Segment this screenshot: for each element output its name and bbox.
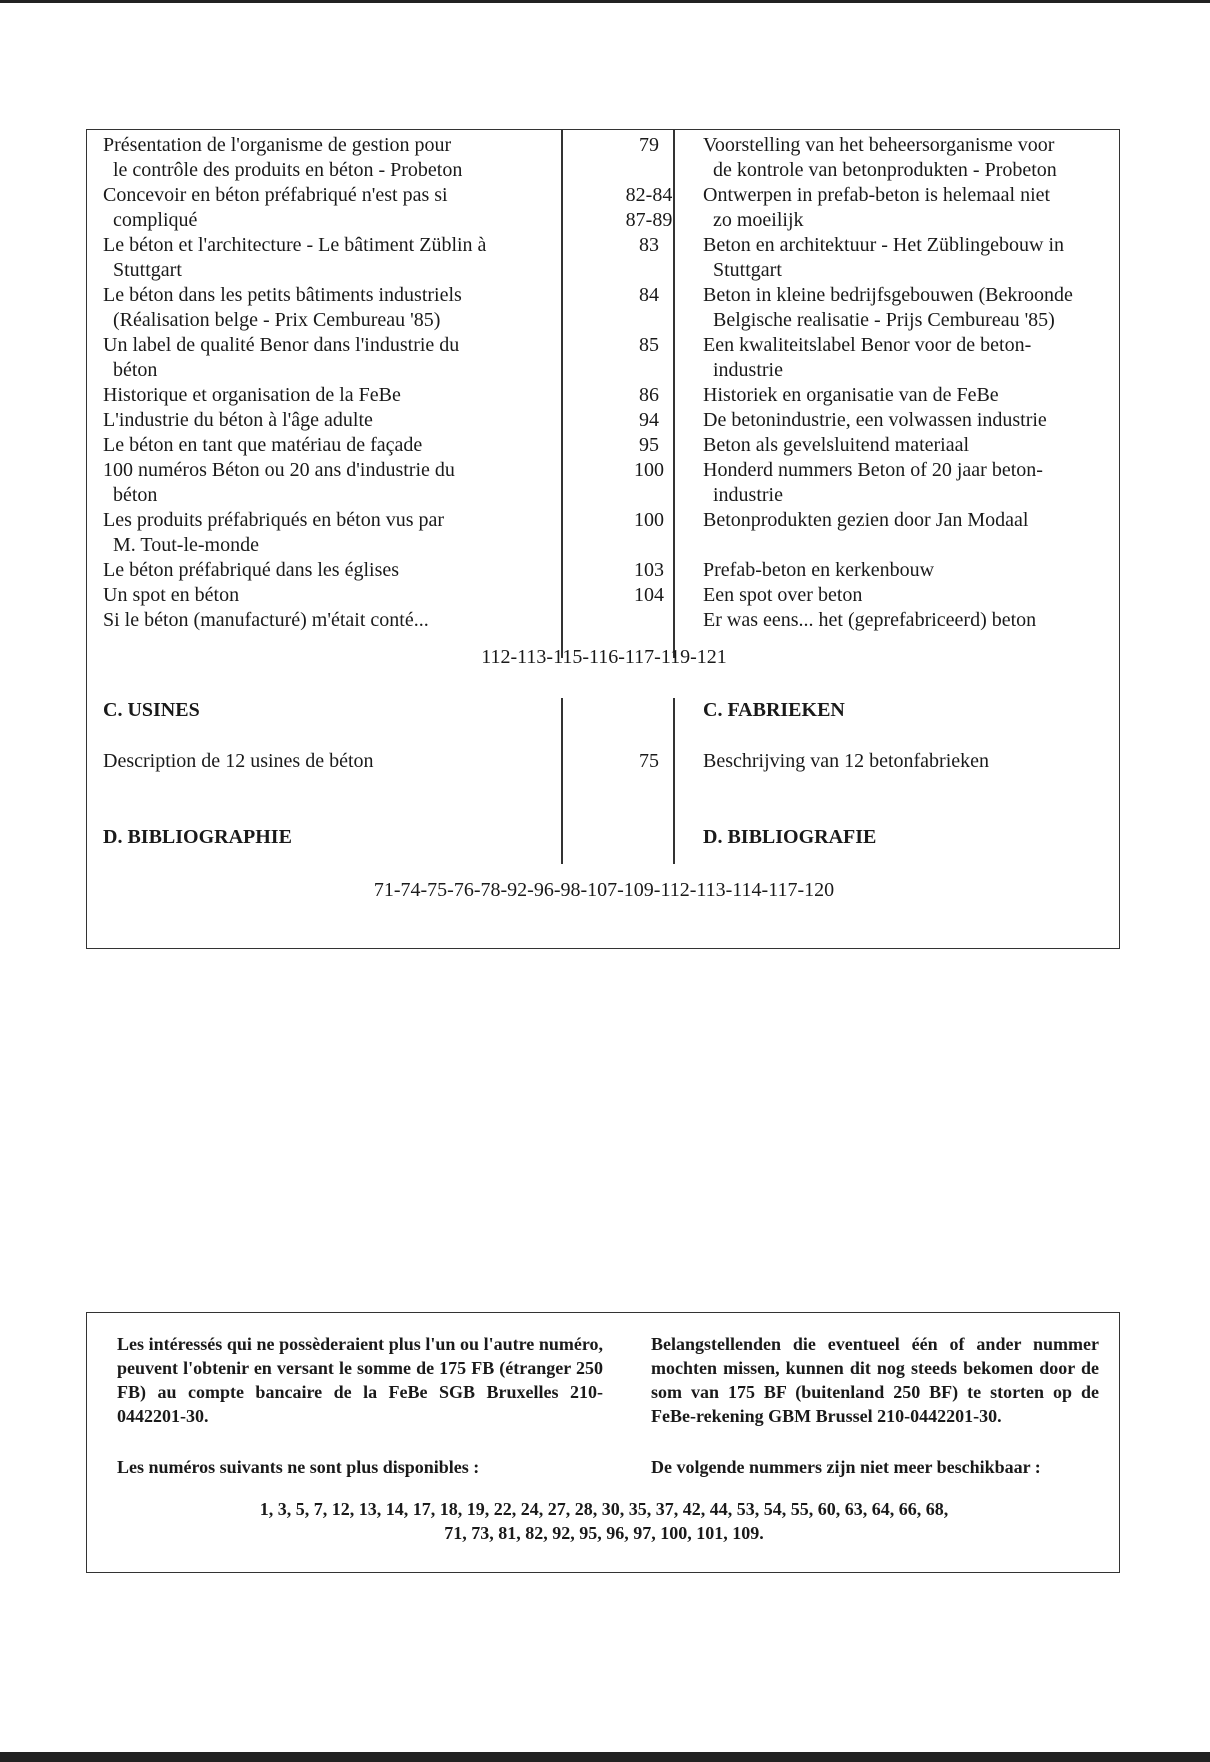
index-entry-nl <box>703 458 1113 508</box>
section-c-heading-fr: C. USINES <box>103 699 200 721</box>
index-entry-fr-line: 100 numéros Béton ou 20 ans d'industrie du <box>103 459 455 481</box>
index-entry-fr-line: Les produits préfabriqués en béton vus par <box>103 509 445 531</box>
index-entry-fr <box>103 433 495 458</box>
page-bottom-edge <box>0 1752 1210 1762</box>
unavailable-issue-numbers <box>87 1497 1121 1545</box>
notice-fr-text: Les intéressés qui ne possèderaient plus l'un ou l'autre numéro, peuvent l'obtenir en versant le somme de 175 FB (étranger 250 FB) au compte bancaire de la FeBe SGB Bruxelles 210-0442201-30. <box>117 1334 603 1426</box>
index-entry-fr <box>103 183 495 233</box>
section-c-heading-nl: C. FABRIEKEN <box>703 699 845 721</box>
index-entry-nl-line: De betonindustrie, een volwassen industrie <box>703 409 1047 431</box>
index-entry-nl-line: de kontrole van betonprodukten - Probeton <box>713 159 1057 181</box>
index-entry-nl-line: Stuttgart <box>713 259 782 281</box>
index-entry-nl-line: Beton als gevelsluitend materiaal <box>703 434 970 456</box>
index-entry-page-line: 103 <box>634 559 664 581</box>
index-entry-fr-line: M. Tout-le-monde <box>113 534 259 556</box>
index-entry-nl <box>703 558 1113 583</box>
notice-fr-unavailable-title: Les numéros suivants ne sont plus disponibles : <box>117 1457 480 1477</box>
index-entry-fr-line: compliqué <box>113 209 198 231</box>
index-entry-fr <box>103 508 495 558</box>
index-entry-page-line: 82-84 <box>625 184 673 206</box>
index-entry-page-line: 95 <box>639 434 659 456</box>
index-entry-nl-line: Prefab-beton en kerkenbouw <box>703 559 935 581</box>
column-divider-left <box>561 130 563 658</box>
index-entry-page <box>599 133 699 158</box>
index-entry-page <box>599 558 699 583</box>
index-entry-nl-line: industrie <box>713 359 783 381</box>
index-entry-page-line: 87-89 <box>625 209 673 231</box>
index-entry-nl-line: Honderd nummers Beton of 20 jaar beton- <box>703 459 1043 481</box>
index-entry-fr-line: L'industrie du béton à l'âge adulte <box>103 409 373 431</box>
column-divider-left <box>561 698 563 864</box>
index-entry-page <box>599 383 699 408</box>
index-entry-nl-line: industrie <box>713 484 783 506</box>
index-entry-nl-line: Een kwaliteitslabel Benor voor de beton- <box>703 334 1032 356</box>
index-entry-fr <box>103 383 495 408</box>
index-entry-fr-line: Historique et organisation de la FeBe <box>103 384 401 406</box>
index-entry-nl <box>703 283 1113 333</box>
index-entry-page <box>599 183 699 233</box>
unavailable-numbers-line-2: 71, 73, 81, 82, 92, 95, 96, 97, 100, 101, 109. <box>444 1523 764 1543</box>
index-entry-page-line: 104 <box>634 584 664 606</box>
index-entry-page-line: 84 <box>639 284 659 306</box>
notice-nl-unavailable-title: De volgende nummers zijn niet meer beschikbaar : <box>651 1457 1041 1477</box>
index-entry-nl-line: Historiek en organisatie van de FeBe <box>703 384 999 406</box>
index-entry-fr-line: Un label de qualité Benor dans l'industrie du <box>103 334 460 356</box>
index-entry-fr <box>103 583 495 608</box>
column-divider-right <box>673 698 675 864</box>
index-entry-fr-line: (Réalisation belge - Prix Cembureau '85) <box>113 309 441 331</box>
index-entry-fr <box>103 458 495 508</box>
index-entry-page <box>599 433 699 458</box>
index-entry-nl <box>703 583 1113 608</box>
index-entry-page <box>599 408 699 433</box>
index-entry-nl-line: Beton en architektuur - Het Züblingebouw in <box>703 234 1065 256</box>
section-d-heading-fr: D. BIBLIOGRAPHIE <box>103 826 292 848</box>
index-entry-fr-line: béton <box>113 484 158 506</box>
index-entry-fr <box>103 133 495 183</box>
index-entry-fr-line: le contrôle des produits en béton - Probeton <box>113 159 463 181</box>
index-entry-page-line: 100 <box>634 509 664 531</box>
index-entry-page <box>599 233 699 258</box>
index-entry-fr-line: Présentation de l'organisme de gestion pour <box>103 134 452 156</box>
index-entry-nl <box>703 508 1113 533</box>
section-d-heading-nl: D. BIBLIOGRAFIE <box>703 826 877 848</box>
index-entry-nl-line: Beton in kleine bedrijfsgebouwen (Bekroonde <box>703 284 1073 306</box>
bibliography-pages: 71-74-75-76-78-92-96-98-107-109-112-113-114-117-120 <box>373 879 835 901</box>
index-entry-fr <box>103 333 495 383</box>
index-entry-fr <box>103 558 495 583</box>
index-entry-page-line: 79 <box>639 134 659 156</box>
index-entry-page <box>599 283 699 308</box>
last-entry-pages: 112-113-115-116-117-119-121 <box>481 646 727 668</box>
index-entry-page <box>599 333 699 358</box>
index-entry-fr <box>103 283 495 333</box>
index-entry-page <box>599 508 699 533</box>
index-entry-nl <box>703 183 1113 233</box>
index-entry-nl-line: Een spot over beton <box>703 584 863 606</box>
index-entry-page <box>599 583 699 608</box>
index-entry-fr <box>103 408 495 433</box>
index-entry-page <box>599 458 699 483</box>
index-entry-fr <box>103 608 495 633</box>
notice-nl-text: Belangstellenden die eventueel één of ander nummer mochten missen, kunnen dit nog steeds bekomen door de som van 175 BF (buitenland 250 BF) te storten op de FeBe-rekening GBM Brussel 210-0442201-30. <box>651 1334 1099 1426</box>
index-entry-page-line: 83 <box>639 234 659 256</box>
index-entry-fr-line: Un spot en béton <box>103 584 240 606</box>
index-entry-fr-line: Le béton et l'architecture - Le bâtiment Züblin à <box>103 234 487 256</box>
index-entry-fr-line: Le béton préfabriqué dans les églises <box>103 559 400 581</box>
index-entry-nl-line: Belgische realisatie - Prijs Cembureau '85) <box>713 309 1055 331</box>
page-top-edge <box>0 0 1210 3</box>
index-entry-nl-line: Voorstelling van het beheersorganisme voor <box>703 134 1055 156</box>
notice-fr-column <box>117 1332 603 1477</box>
index-entry-page-line: 100 <box>634 459 664 481</box>
index-entry-page-line: 94 <box>639 409 659 431</box>
index-entry-page-line: 86 <box>639 384 659 406</box>
index-entry-fr-line: béton <box>113 359 158 381</box>
index-entry-fr-line: Concevoir en béton préfabriqué n'est pas si <box>103 184 448 206</box>
usines-entry-nl: Beschrijving van 12 betonfabrieken <box>703 750 990 772</box>
unavailable-numbers-line-1: 1, 3, 5, 7, 12, 13, 14, 17, 18, 19, 22, 24, 27, 28, 30, 35, 37, 42, 44, 53, 54, 55, 60, 63, 64, 66, 68, <box>259 1499 949 1519</box>
index-entry-nl <box>703 133 1113 183</box>
usines-entry-page: 75 <box>639 750 659 772</box>
index-entry-nl <box>703 608 1113 633</box>
index-entry-nl-line: Er was eens... het (geprefabriceerd) beton <box>703 609 1037 631</box>
index-entry-fr-line: Stuttgart <box>113 259 182 281</box>
index-entry-page-line: 85 <box>639 334 659 356</box>
index-box <box>86 129 1120 949</box>
index-entry-nl-line: Ontwerpen in prefab-beton is helemaal niet <box>703 184 1051 206</box>
back-issues-notice <box>86 1312 1120 1573</box>
index-entry-nl <box>703 333 1113 383</box>
index-entry-nl <box>703 408 1113 433</box>
index-entry-nl-line: zo moeilijk <box>713 209 804 231</box>
index-entry-fr <box>103 233 495 283</box>
index-entry-fr-line: Le béton dans les petits bâtiments industriels <box>103 284 462 306</box>
index-entry-nl <box>703 383 1113 408</box>
index-entry-fr-line: Si le béton (manufacturé) m'était conté... <box>103 609 429 631</box>
index-entry-fr-line: Le béton en tant que matériau de façade <box>103 434 423 456</box>
usines-entry-fr: Description de 12 usines de béton <box>103 750 374 772</box>
index-entry-nl-line: Betonprodukten gezien door Jan Modaal <box>703 509 1029 531</box>
notice-nl-column <box>651 1332 1099 1477</box>
index-entry-nl <box>703 433 1113 458</box>
index-entry-nl <box>703 233 1113 283</box>
